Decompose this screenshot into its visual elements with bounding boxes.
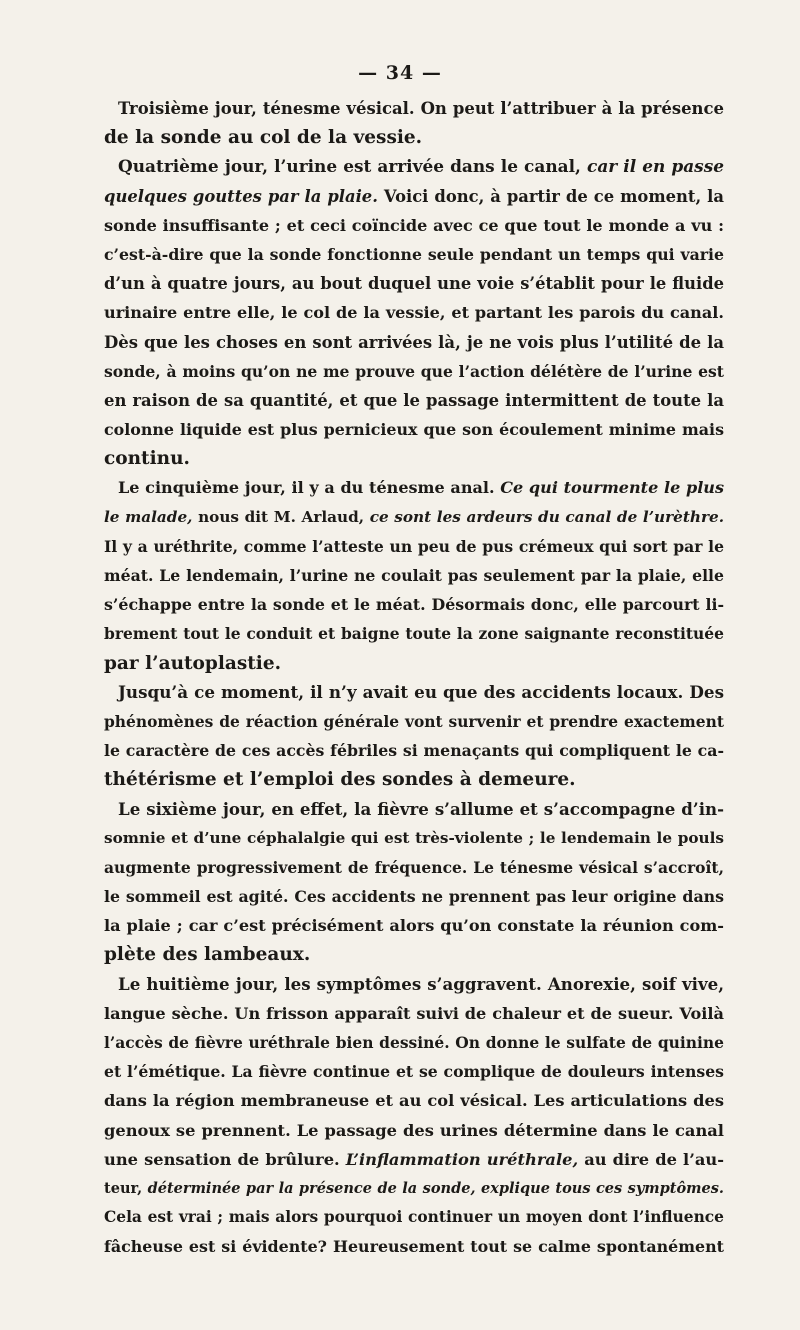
text-segment: nous dit M. Arlaud,: [192, 507, 370, 526]
text-segment: urinaire entre elle, le col de la vessie, et partant les parois du canal.: [104, 303, 724, 323]
text-segment: plète des lambeaux.: [104, 944, 311, 966]
text-line: [104, 1116, 724, 1145]
text-segment: augmente progressivement de fréquence. Le ténesme vésical s’accroît,: [104, 857, 724, 877]
italic-text: le malade,: [104, 507, 193, 526]
text-line: [104, 619, 724, 648]
text-segment: fâcheuse est si évidente? Heureusement tout se calme spontanément: [104, 1237, 724, 1257]
text-line: [104, 649, 724, 678]
italic-text: quelques gouttes par la plaie.: [104, 186, 378, 206]
body-text: [104, 94, 724, 1262]
text-line: [104, 298, 724, 327]
text-line: [104, 853, 724, 882]
text-segment: continu.: [104, 448, 190, 470]
text-line: [104, 240, 724, 269]
italic-text: Ce qui tourmente le plus: [500, 478, 724, 498]
italic-text: ce sont les ardeurs du canal de l’urèthre.: [369, 507, 725, 526]
text-line: [104, 269, 724, 298]
text-line: [104, 94, 724, 123]
text-segment: par l’autoplastie.: [104, 652, 282, 674]
text-segment: au dire de l’au-: [578, 1149, 724, 1169]
text-line: [104, 882, 724, 911]
text-line: [104, 940, 724, 969]
text-segment: teur,: [104, 1179, 148, 1197]
text-line: [104, 561, 724, 590]
text-line: [104, 999, 724, 1028]
text-line: [104, 532, 724, 561]
text-segment: langue sèche. Un frisson apparaît suivi de chaleur et de sueur. Voilà: [104, 1003, 724, 1023]
text-segment: le sommeil est agité. Ces accidents ne prennent pas leur origine dans: [104, 887, 724, 907]
text-segment: brement tout le conduit et baigne toute la zone saignante reconstituée: [104, 624, 724, 644]
text-line: [104, 1174, 724, 1203]
text-segment: sonde insuffisante ; et ceci coïncide avec ce que tout le monde a vu :: [104, 215, 724, 235]
text-segment: en raison de sa quantité, et que le passage intermittent de toute la: [104, 390, 724, 410]
text-line: [104, 678, 724, 707]
text-segment: le caractère de ces accès fébriles si menaçants qui compliquent le ca-: [104, 741, 724, 761]
text-line: [104, 1145, 724, 1174]
text-segment: Cela est vrai ; mais alors pourquoi continuer un moyen dont l’influence: [104, 1208, 724, 1227]
text-segment: thétérisme et l’emploi des sondes à demeure.: [104, 769, 576, 791]
text-segment: Quatrième jour, l’urine est arrivée dans le canal,: [118, 156, 588, 177]
text-line: [104, 1232, 724, 1261]
text-segment: et l’émétique. La fièvre continue et se complique de douleurs intenses: [104, 1062, 724, 1082]
text-line: [104, 795, 724, 824]
text-line: [104, 1086, 724, 1115]
text-line: [104, 182, 724, 211]
page-number: — 34 —: [358, 62, 442, 84]
text-line: [104, 736, 724, 765]
italic-text: L’inflammation uréthrale,: [345, 1149, 579, 1169]
text-segment: Le cinquième jour, il y a du ténesme anal.: [118, 478, 501, 498]
text-line: [104, 590, 724, 619]
text-segment: Jusqu’à ce moment, il n’y avait eu que des accidents locaux. Des: [118, 681, 724, 702]
text-line: [104, 1203, 724, 1232]
text-segment: c’est-à-dire que la sonde fonctionne seule pendant un temps qui varie: [104, 244, 724, 264]
text-line: [104, 970, 724, 999]
text-line: [104, 765, 724, 794]
text-line: [104, 444, 724, 473]
text-segment: Voici donc, à partir de ce moment, la: [377, 186, 724, 206]
text-segment: la plaie ; car c’est précisément alors qu’on constate la réunion com-: [104, 916, 724, 936]
text-segment: sonde, à moins qu’on ne me prouve que l’action délétère de l’urine est: [104, 361, 724, 381]
text-segment: une sensation de brûlure.: [104, 1149, 346, 1169]
text-line: [104, 707, 724, 736]
text-segment: Le sixième jour, en effet, la fièvre s’allume et s’accompagne d’in-: [118, 798, 724, 819]
text-segment: genoux se prennent. Le passage des urines détermine dans le canal: [104, 1120, 724, 1140]
text-segment: d’un à quatre jours, au bout duquel une voie s’établit pour le fluide: [104, 274, 724, 294]
text-segment: phénomènes de réaction générale vont survenir et prendre exactement: [104, 711, 724, 731]
text-segment: méat. Le lendemain, l’urine ne coulait pas seulement par la plaie, elle: [104, 566, 724, 585]
text-segment: Il y a uréthrite, comme l’atteste un peu de pus crémeux qui sort par le: [104, 536, 724, 556]
text-line: [104, 211, 724, 240]
text-line: [104, 503, 724, 532]
text-segment: Troisième jour, ténesme vésical. On peut l’attribuer à la présence: [118, 99, 724, 118]
text-line: [104, 123, 724, 152]
text-line: [104, 328, 724, 357]
text-line: [104, 152, 724, 181]
text-line: [104, 415, 724, 444]
text-segment: somnie et d’une céphalalgie qui est très-violente ; le lendemain le pouls: [104, 828, 724, 847]
text-line: [104, 1057, 724, 1086]
text-segment: de la sonde au col de la vessie.: [104, 127, 423, 149]
text-segment: dans la région membraneuse et au col vésical. Les articulations des: [104, 1091, 724, 1111]
italic-text: déterminée par la présence de la sonde, explique tous ces symptômes.: [147, 1179, 724, 1197]
italic-text: car il en passe: [587, 156, 725, 177]
text-line: [104, 357, 724, 386]
text-line: [104, 1028, 724, 1057]
text-segment: colonne liquide est plus pernicieux que son écoulement minime mais: [104, 420, 724, 440]
text-line: [104, 473, 724, 502]
text-line: [104, 911, 724, 940]
text-segment: Dès que les choses en sont arrivées là, je ne vois plus l’utilité de la: [104, 332, 724, 352]
text-segment: s’échappe entre la sonde et le méat. Désormais donc, elle parcourt li-: [104, 595, 724, 615]
text-line: [104, 824, 724, 853]
text-segment: l’accès de fièvre uréthrale bien dessiné. On donne le sulfate de quinine: [104, 1033, 724, 1052]
text-segment: Le huitième jour, les symptômes s’aggravent. Anorexie, soif vive,: [118, 973, 724, 994]
text-line: [104, 386, 724, 415]
